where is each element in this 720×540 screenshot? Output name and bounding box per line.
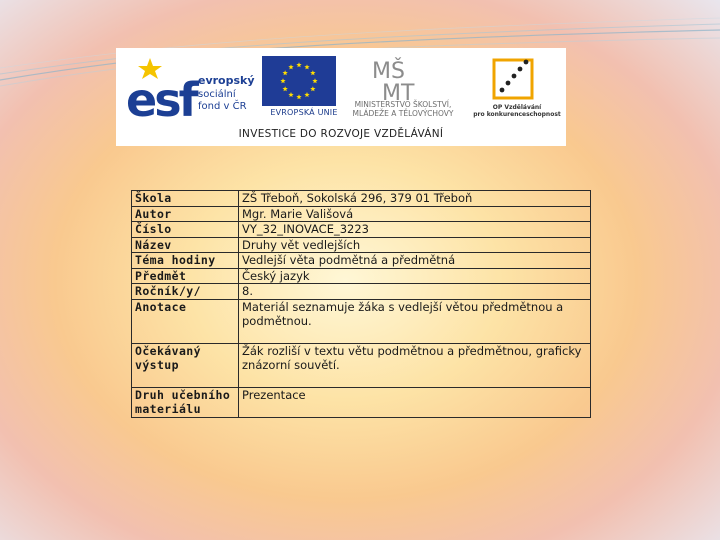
table-row [132, 343, 591, 387]
row-value: Prezentace [239, 387, 591, 417]
row-value: 8. [239, 284, 591, 300]
esf-logo [126, 54, 255, 127]
eu-flag-icon [262, 56, 336, 106]
row-label: Očekávaný výstup [132, 343, 239, 387]
table-row [132, 206, 591, 222]
table-row [132, 299, 591, 343]
funding-banner [116, 48, 566, 146]
msmt-logo [368, 54, 428, 106]
row-label: Název [132, 237, 239, 253]
msmt-caption [338, 100, 468, 118]
row-value: Materiál seznamuje žáka s vedlejší větou předmětnou a podmětnou. [239, 299, 591, 343]
svg-text:MŠ: MŠ [372, 59, 405, 84]
esf-text-2: sociální [198, 89, 236, 100]
eu-caption: EVROPSKÁ UNIE [270, 108, 338, 117]
table-row [132, 284, 591, 300]
row-value: VY_32_INOVACE_3223 [239, 222, 591, 238]
metadata-table [131, 190, 591, 418]
row-value: Vedlejší věta podmětná a předmětná [239, 253, 591, 269]
table-row [132, 191, 591, 207]
table-row [132, 268, 591, 284]
row-label: Předmět [132, 268, 239, 284]
table-row [132, 237, 591, 253]
op-logo [488, 54, 538, 104]
table-row [132, 222, 591, 238]
svg-text:esf: esf [126, 73, 196, 127]
row-value: Žák rozliší v textu větu podmětnou a předmětnou, graficky znázorní souvětí. [239, 343, 591, 387]
esf-text-3: fond v ČR [198, 101, 247, 112]
row-label: Anotace [132, 299, 239, 343]
row-value: Mgr. Marie Vališová [239, 206, 591, 222]
row-label: Škola [132, 191, 239, 207]
row-value: Druhy vět vedlejších [239, 237, 591, 253]
row-label: Téma hodiny [132, 253, 239, 269]
table-row [132, 387, 591, 417]
msmt-caption-line-2: MLÁDEŽE A TĚLOVÝCHOVY [352, 109, 454, 118]
op-caption-line-1: OP Vzdělávání [492, 104, 542, 111]
row-label: Druh učebního materiálu [132, 387, 239, 417]
row-label: Ročník/y/ [132, 284, 239, 300]
table-row [132, 253, 591, 269]
op-caption [472, 104, 562, 118]
msmt-caption-line-1: MINISTERSTVO ŠKOLSTVÍ, [354, 100, 452, 109]
investice-heading: INVESTICE DO ROZVOJE VZDĚLÁVÁNÍ [238, 128, 444, 140]
op-caption-line-2: pro konkurenceschopnost [473, 111, 561, 118]
row-label: Autor [132, 206, 239, 222]
row-value: Český jazyk [239, 268, 591, 284]
row-label: Číslo [132, 222, 239, 238]
svg-text:MT: MT [382, 81, 415, 106]
esf-text-1: evropský [198, 74, 255, 87]
row-value: ZŠ Třeboň, Sokolská 296, 379 01 Třeboň [239, 191, 591, 207]
